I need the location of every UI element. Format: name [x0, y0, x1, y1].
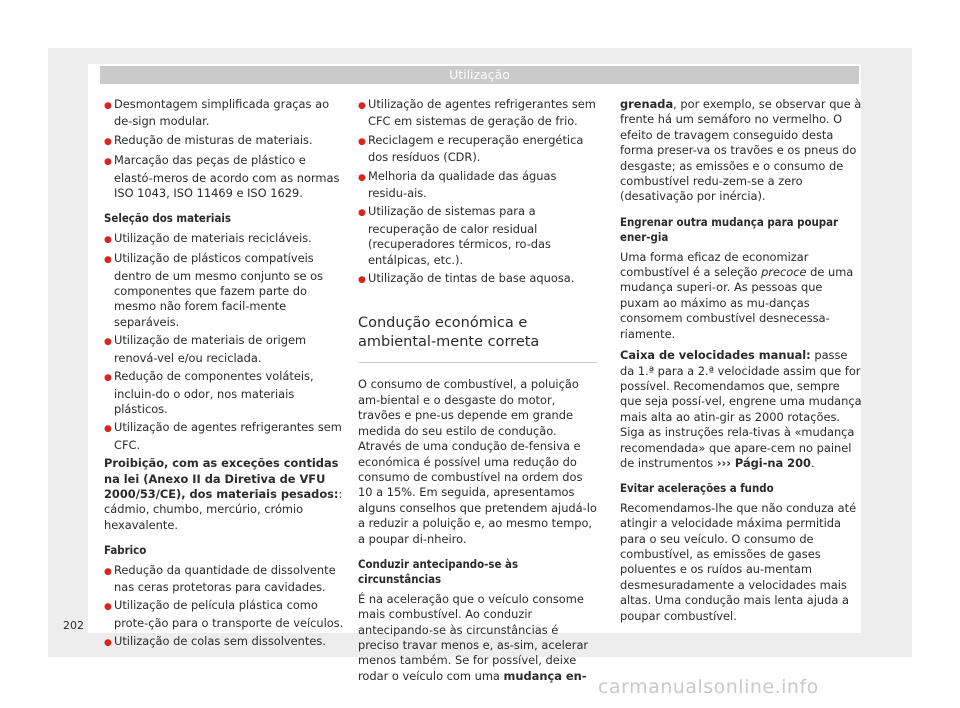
list-item: ● Utilização de película plástica como prote-ção para o transporte de veículos.	[104, 598, 344, 630]
body-paragraph: Uma forma eficaz de economizar combustível é a seleção precoce de uma mudança superi-or. As pessoas que puxam ao máximo as mu-danças consomem combustível desnecessa-riamente.	[620, 249, 854, 341]
column-3	[620, 97, 862, 630]
section-title-block	[358, 314, 598, 363]
bullet-icon: ●	[104, 638, 112, 649]
page-reference-link[interactable]: ››› Pági-na 200	[716, 455, 811, 470]
list-item: ● Melhoria da qualidade das águas residu-ais.	[358, 168, 557, 201]
prohibition-paragraph: Proibição, com as exceções contidas na lei (Anexo II da Diretiva de VFU 2000/53/CE), dos materiais pesados:: cádmio, chumbo, mercúrio, crómio hexavalente.	[104, 456, 343, 532]
section-heading: Conduzir antecipando-se às circunstâncias	[358, 556, 519, 587]
section-heading: Seleção dos materiais	[104, 211, 231, 226]
bullet-icon: ●	[104, 373, 112, 384]
section-heading: Evitar acelerações a fundo	[620, 481, 774, 496]
column-1	[104, 97, 344, 655]
page-header: Utilização	[100, 66, 859, 84]
list-item: ● Utilização de materiais recicláveis.	[104, 231, 344, 248]
body-paragraph: Recomendamos-lhe que não conduza até atingir a velocidade máxima permitida para o seu veículo. O consumo de combustível, as emissões de gases poluentes e os ruídos au-mentam desmesuradamente a velocidades mais altas. Uma condução mais lenta ajuda a poupar combustível.	[620, 500, 857, 623]
list-item: ● Desmontagem simplificada graças ao de-sign modular.	[104, 97, 330, 129]
column-2	[358, 97, 598, 690]
bullet-icon: ●	[104, 424, 112, 435]
list-item: ● Utilização de plásticos compatíveis dentro de um mesmo conjunto se os componentes que fazem parte do mesmo não forem facil-mente separáveis.	[104, 251, 324, 329]
bullet-icon: ●	[104, 337, 112, 348]
section-title: Condução económica e ambiental-mente correta	[358, 315, 540, 351]
bullet-icon: ●	[358, 275, 366, 286]
list-item: ● Redução da quantidade de dissolvente nas ceras protetoras para cavidades.	[104, 562, 336, 594]
body-paragraph: É na aceleração que o veículo consome mais combustível. Ao conduzir antecipando-se às circunstâncias é preciso travar menos e, as-sim, acelerar menos também. Se for possível, deixe rodar o veículo com uma mudança en-	[358, 591, 589, 683]
body-paragraph: grenada, por exemplo, se observar que à frente há um semáforo no vermelho. O efeito de travagem conseguido desta forma preser-va os travões e os pneus do desgaste; as emissões e o consumo de combustível redu-zem-se a zero (desativação por inércia).	[620, 97, 862, 204]
list-item: ● Redução de misturas de materiais.	[104, 133, 344, 150]
bullet-list-b	[104, 231, 344, 453]
list-item: ● Redução de componentes voláteis, incluin-do o odor, nos materiais plásticos.	[104, 369, 314, 416]
bullet-icon: ●	[358, 172, 366, 183]
bullet-icon: ●	[104, 602, 112, 613]
list-item: ● Utilização de sistemas para a recuperação de calor residual (recuperadores térmicos, ro-das entálpicas, etc.).	[358, 204, 551, 267]
bullet-list-c	[104, 563, 344, 652]
bullet-icon: ●	[358, 136, 366, 147]
bullet-icon: ●	[104, 157, 112, 168]
bullet-icon: ●	[104, 101, 112, 111]
list-item: ● Marcação das peças de plástico e elastó-meros de acordo com as normas ISO 1043, ISO 11469 e ISO 1629.	[104, 153, 340, 201]
list-item: ● Utilização de materiais de origem renová-vel e/ou reciclada.	[104, 333, 307, 365]
list-item: ● Utilização de agentes refrigerantes sem CFC em sistemas de geração de frio.	[358, 97, 596, 129]
section-heading: Fabrico	[104, 543, 147, 558]
manual-gearbox-paragraph: Caixa de velocidades manual: passe da 1.ª para a 2.ª velocidade assim que for possível. Recomendamos que, sempre que seja possí-vel, engrene uma mudança mais alta ao atin-gir as 2000 rotações. Siga as instruções rela-tivas à «mudança recomendada» que apare-cem no painel de instrumentos ››› Pági-na 200.	[620, 348, 862, 470]
bullet-icon: ●	[358, 208, 366, 219]
bullet-list	[358, 97, 598, 288]
bullet-icon: ●	[358, 101, 366, 111]
bullet-icon: ●	[104, 136, 112, 147]
section-heading: Engrenar outra mudança para poupar ener-gia	[620, 214, 839, 245]
list-item: ● Utilização de tintas de base aquosa.	[358, 271, 598, 288]
bullet-list-a	[104, 97, 344, 201]
watermark: carmanualsonline.info	[598, 676, 819, 698]
bullet-icon: ●	[104, 255, 112, 266]
bullet-icon: ●	[104, 234, 112, 245]
list-item: ● Utilização de agentes refrigerantes sem CFC.	[104, 420, 342, 452]
intro-paragraph: O consumo de combustível, a poluição am-biental e o desgaste do motor, travões e pne-us depende em grande medida do seu estilo de condução. Através de uma condução de-fensiva e económica é possível uma redução do consumo de combustível na ordem dos 10 a 15%. Em seguida, apresentamos alguns conselhos que pretendem ajudá-lo a reduzir a poluição e, ao mesmo tempo, a poupar di-nheiro.	[358, 377, 597, 546]
bullet-icon: ●	[104, 566, 112, 577]
page-number: 202	[63, 619, 84, 632]
list-item: ● Reciclagem e recuperação energética dos resíduos (CDR).	[358, 132, 584, 165]
list-item: ● Utilização de colas sem dissolventes.	[104, 634, 344, 651]
